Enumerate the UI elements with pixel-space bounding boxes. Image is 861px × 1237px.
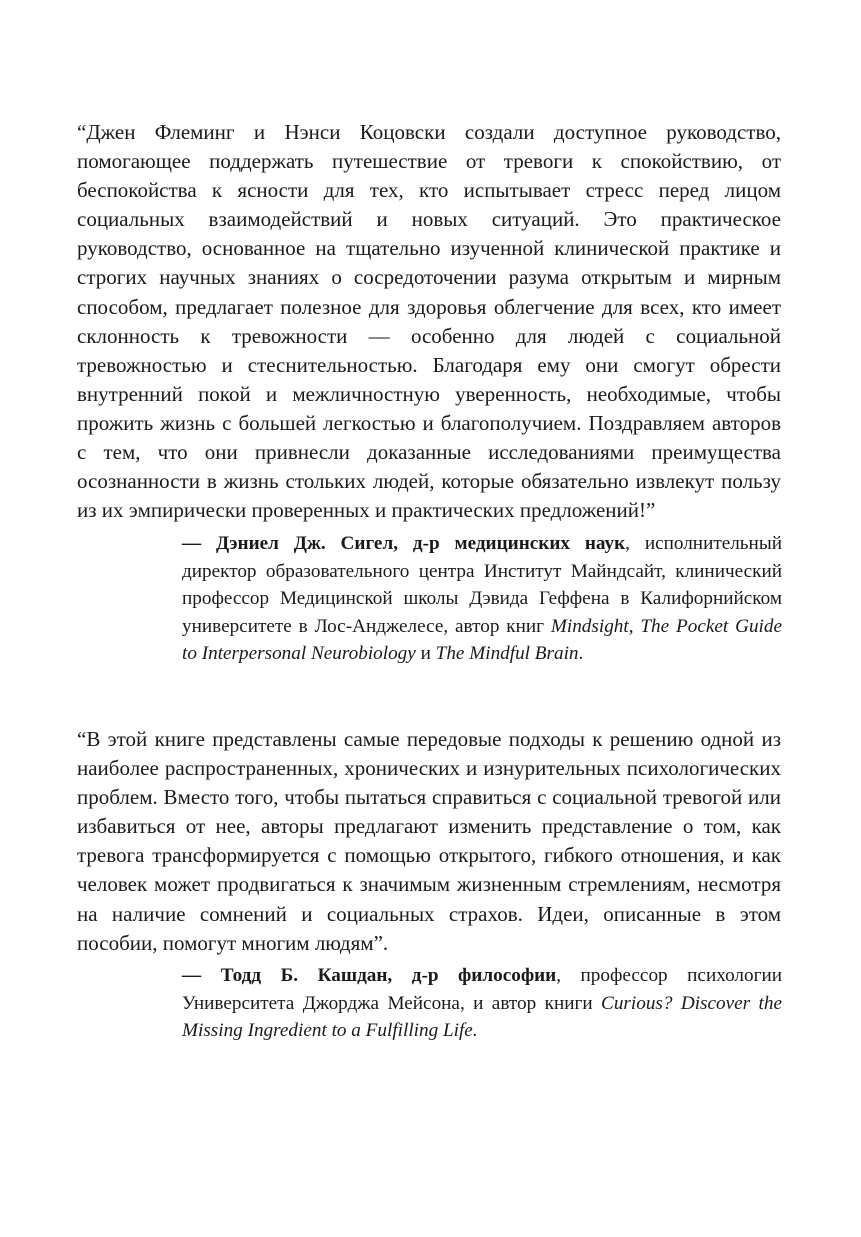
endorsement-attribution-1 <box>182 530 782 668</box>
author-name-2: — Тодд Б. Кашдан, д-р философии <box>182 965 557 986</box>
ending-1: . <box>578 643 584 665</box>
author-description-1: , исполнительный директор образовательного центра Институт Майндсайт, клинический профессор Медицинской школы Дэвида Геффена в Калифорнийском университете в Лос-Анджелесе, автор книг <box>182 533 782 637</box>
book-titles-1: Mindsight, The Pocket Guide to Interpersonal Neurobiology <box>182 615 782 665</box>
author-description-2: , профессор психологии Университета Джорджа Мейсона, и автор книги <box>182 965 782 1014</box>
endorsement-attribution-2 <box>182 962 782 1045</box>
connector-1: и <box>415 643 436 665</box>
endorsement-quote-2: “В этой книге представлены самые передовые подходы к решению одной из наиболее распространенных, хронических и изнурительных психологических проблем. Вместо того, чтобы пытаться справиться с социальной тревогой или избавиться от нее, авторы предлагают изменить представление о том, как тревога трансформируется с помощью открытого, гибкого отношения, и как человек может продвигаться к значимым жизненным стремлениям, несмотря на наличие сомнений и социальных страхов. Идеи, описанные в этом пособии, помогут многим людям”. <box>77 727 781 955</box>
author-name-1: — Дэниел Дж. Сигел, д-р медицинских наук <box>182 533 626 554</box>
endorsement-quote-1: “Джен Флеминг и Нэнси Коцовски создали доступное руководство, помогающее поддержать путешествие от тревоги к спокойствию, от беспокойства к ясности для тех, кто испытывает стресс перед лицом социальных взаимодействий и новых ситуаций. Это практическое руководство, основанное на тщательно изученной клинической практике и строгих научных знаниях о сосредоточении разума открытым и мирным способом, предлагает полезное для здоровья облегчение для всех, кто имеет склонность к тревожности — особенно для людей с социальной тревожностью и стеснительностью. Благодаря ему они смогут обрести внутренний покой и межличностную уверенность, необходимые, чтобы прожить жизнь с большей легкостью и благополучием. Поздравляем авторов с тем, что они привнесли доказанные исследованиями преимущества осознанности в жизнь стольких людей, которые обязательно извлекут пользу из их эмпирически проверенных и практических предложений!” <box>77 120 781 523</box>
book-title-1b: The Mindful Brain <box>435 643 579 665</box>
book-title-2: Curious? Discover the Missing Ingredient to a Fulfilling Life. <box>182 992 782 1042</box>
